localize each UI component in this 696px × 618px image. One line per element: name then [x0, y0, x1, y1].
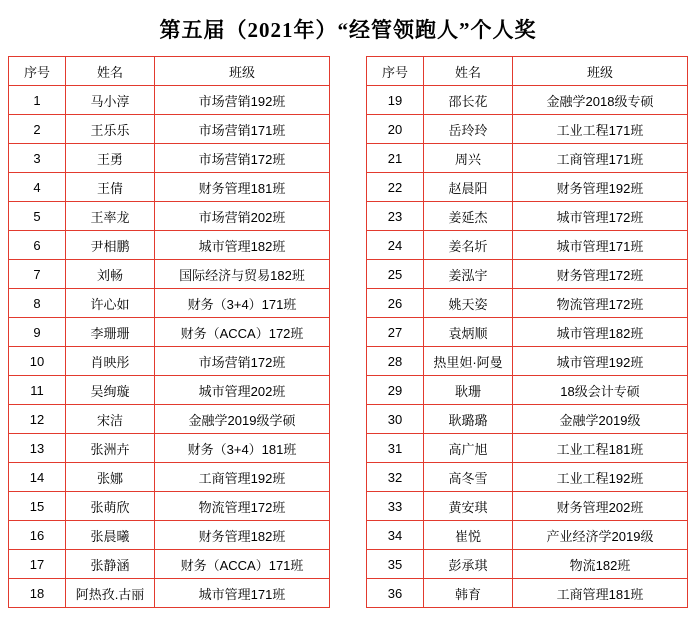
- column-header-name: 姓名: [66, 57, 155, 86]
- cell-name: 热里妲·阿曼: [424, 347, 513, 376]
- table-row: [367, 434, 688, 463]
- cell-class: 工业工程181班: [513, 434, 688, 463]
- cell-no: 27: [367, 318, 424, 347]
- cell-class: 城市管理182班: [513, 318, 688, 347]
- table-row: [367, 347, 688, 376]
- cell-name: 姜延杰: [424, 202, 513, 231]
- cell-no: 3: [9, 144, 66, 173]
- cell-name: 宋洁: [66, 405, 155, 434]
- table-body-left: [9, 86, 330, 608]
- cell-class: 市场营销171班: [155, 115, 330, 144]
- cell-class: 产业经济学2019级: [513, 521, 688, 550]
- cell-no: 10: [9, 347, 66, 376]
- table-row: [9, 376, 330, 405]
- cell-no: 26: [367, 289, 424, 318]
- award-table-left: [8, 56, 330, 608]
- cell-name: 邵长花: [424, 86, 513, 115]
- cell-name: 姜泓宇: [424, 260, 513, 289]
- table-row: [367, 260, 688, 289]
- cell-class: 财务管理181班: [155, 173, 330, 202]
- cell-class: 财务（3+4）171班: [155, 289, 330, 318]
- cell-class: 工商管理181班: [513, 579, 688, 608]
- cell-class: 城市管理192班: [513, 347, 688, 376]
- cell-name: 耿璐璐: [424, 405, 513, 434]
- cell-name: 王勇: [66, 144, 155, 173]
- column-header-name: 姓名: [424, 57, 513, 86]
- cell-class: 工商管理171班: [513, 144, 688, 173]
- cell-class: 财务管理192班: [513, 173, 688, 202]
- cell-class: 城市管理171班: [513, 231, 688, 260]
- cell-no: 1: [9, 86, 66, 115]
- table-row: [367, 376, 688, 405]
- table-row: [367, 202, 688, 231]
- table-row: [367, 289, 688, 318]
- table-row: [9, 492, 330, 521]
- table-row: [9, 144, 330, 173]
- table-row: [367, 579, 688, 608]
- cell-no: 20: [367, 115, 424, 144]
- cell-name: 张晨曦: [66, 521, 155, 550]
- table-row: [9, 173, 330, 202]
- cell-class: 财务（ACCA）171班: [155, 550, 330, 579]
- column-header-no: 序号: [367, 57, 424, 86]
- cell-no: 35: [367, 550, 424, 579]
- cell-no: 5: [9, 202, 66, 231]
- table-body-right: [367, 86, 688, 608]
- cell-class: 市场营销172班: [155, 144, 330, 173]
- cell-class: 18级会计专硕: [513, 376, 688, 405]
- table-row: [9, 521, 330, 550]
- cell-no: 36: [367, 579, 424, 608]
- cell-name: 袁炳顺: [424, 318, 513, 347]
- table-row: [9, 318, 330, 347]
- cell-name: 彭承琪: [424, 550, 513, 579]
- cell-no: 12: [9, 405, 66, 434]
- table-row: [367, 405, 688, 434]
- cell-class: 工业工程192班: [513, 463, 688, 492]
- cell-class: 城市管理171班: [155, 579, 330, 608]
- cell-name: 耿珊: [424, 376, 513, 405]
- cell-class: 财务（ACCA）172班: [155, 318, 330, 347]
- table-row: [9, 260, 330, 289]
- cell-no: 4: [9, 173, 66, 202]
- cell-name: 黄安琪: [424, 492, 513, 521]
- cell-name: 姜名圻: [424, 231, 513, 260]
- table-row: [9, 347, 330, 376]
- cell-no: 34: [367, 521, 424, 550]
- cell-class: 物流管理172班: [155, 492, 330, 521]
- table-header-right: [367, 57, 688, 86]
- table-header-row: [367, 57, 688, 86]
- table-row: [9, 550, 330, 579]
- cell-name: 王倩: [66, 173, 155, 202]
- cell-name: 王率龙: [66, 202, 155, 231]
- cell-name: 王乐乐: [66, 115, 155, 144]
- cell-name: 高广旭: [424, 434, 513, 463]
- column-header-class: 班级: [155, 57, 330, 86]
- table-row: [9, 289, 330, 318]
- cell-no: 30: [367, 405, 424, 434]
- column-header-class: 班级: [513, 57, 688, 86]
- cell-class: 金融学2019级: [513, 405, 688, 434]
- table-row: [9, 405, 330, 434]
- cell-class: 财务（3+4）181班: [155, 434, 330, 463]
- table-row: [367, 144, 688, 173]
- table-row: [367, 492, 688, 521]
- column-header-no: 序号: [9, 57, 66, 86]
- table-row: [367, 231, 688, 260]
- cell-name: 吴绚璇: [66, 376, 155, 405]
- page-title: 第五届（2021年）“经管领跑人”个人奖: [159, 18, 537, 42]
- cell-name: 周兴: [424, 144, 513, 173]
- cell-name: 赵晨阳: [424, 173, 513, 202]
- table-row: [9, 231, 330, 260]
- cell-no: 28: [367, 347, 424, 376]
- cell-name: 许心如: [66, 289, 155, 318]
- cell-class: 财务管理172班: [513, 260, 688, 289]
- cell-name: 姚天姿: [424, 289, 513, 318]
- cell-name: 李珊珊: [66, 318, 155, 347]
- cell-class: 国际经济与贸易182班: [155, 260, 330, 289]
- cell-no: 25: [367, 260, 424, 289]
- table-header-left: [9, 57, 330, 86]
- cell-no: 8: [9, 289, 66, 318]
- cell-no: 13: [9, 434, 66, 463]
- tables-container: [0, 56, 696, 608]
- cell-no: 31: [367, 434, 424, 463]
- cell-class: 城市管理172班: [513, 202, 688, 231]
- cell-class: 市场营销192班: [155, 86, 330, 115]
- cell-name: 尹相鹏: [66, 231, 155, 260]
- cell-no: 17: [9, 550, 66, 579]
- cell-no: 29: [367, 376, 424, 405]
- cell-no: 22: [367, 173, 424, 202]
- cell-class: 城市管理182班: [155, 231, 330, 260]
- award-table-right: [366, 56, 688, 608]
- cell-name: 肖映彤: [66, 347, 155, 376]
- table-row: [9, 434, 330, 463]
- cell-class: 工商管理192班: [155, 463, 330, 492]
- cell-no: 19: [367, 86, 424, 115]
- table-row: [367, 521, 688, 550]
- table-row: [367, 550, 688, 579]
- cell-name: 高冬雪: [424, 463, 513, 492]
- cell-class: 市场营销172班: [155, 347, 330, 376]
- table-row: [9, 463, 330, 492]
- cell-class: 城市管理202班: [155, 376, 330, 405]
- cell-no: 23: [367, 202, 424, 231]
- cell-no: 15: [9, 492, 66, 521]
- table-row: [9, 579, 330, 608]
- table-row: [9, 202, 330, 231]
- cell-name: 韩育: [424, 579, 513, 608]
- table-row: [9, 115, 330, 144]
- cell-no: 32: [367, 463, 424, 492]
- cell-class: 工业工程171班: [513, 115, 688, 144]
- cell-no: 7: [9, 260, 66, 289]
- cell-no: 16: [9, 521, 66, 550]
- cell-no: 18: [9, 579, 66, 608]
- cell-name: 崔悦: [424, 521, 513, 550]
- cell-name: 张洲卉: [66, 434, 155, 463]
- cell-no: 14: [9, 463, 66, 492]
- cell-class: 物流182班: [513, 550, 688, 579]
- table-row: [367, 463, 688, 492]
- table-row: [9, 86, 330, 115]
- table-row: [367, 86, 688, 115]
- table-row: [367, 115, 688, 144]
- table-header-row: [9, 57, 330, 86]
- cell-name: 张静涵: [66, 550, 155, 579]
- table-row: [367, 318, 688, 347]
- cell-no: 33: [367, 492, 424, 521]
- table-row: [367, 173, 688, 202]
- cell-class: 市场营销202班: [155, 202, 330, 231]
- cell-class: 物流管理172班: [513, 289, 688, 318]
- cell-no: 21: [367, 144, 424, 173]
- cell-name: 阿热孜.古丽: [66, 579, 155, 608]
- cell-no: 11: [9, 376, 66, 405]
- cell-name: 岳玲玲: [424, 115, 513, 144]
- cell-class: 财务管理182班: [155, 521, 330, 550]
- cell-no: 6: [9, 231, 66, 260]
- cell-no: 9: [9, 318, 66, 347]
- cell-name: 张萌欣: [66, 492, 155, 521]
- cell-name: 马小淳: [66, 86, 155, 115]
- cell-class: 金融学2018级专硕: [513, 86, 688, 115]
- cell-name: 刘畅: [66, 260, 155, 289]
- cell-class: 金融学2019级学硕: [155, 405, 330, 434]
- cell-no: 2: [9, 115, 66, 144]
- cell-no: 24: [367, 231, 424, 260]
- cell-class: 财务管理202班: [513, 492, 688, 521]
- cell-name: 张娜: [66, 463, 155, 492]
